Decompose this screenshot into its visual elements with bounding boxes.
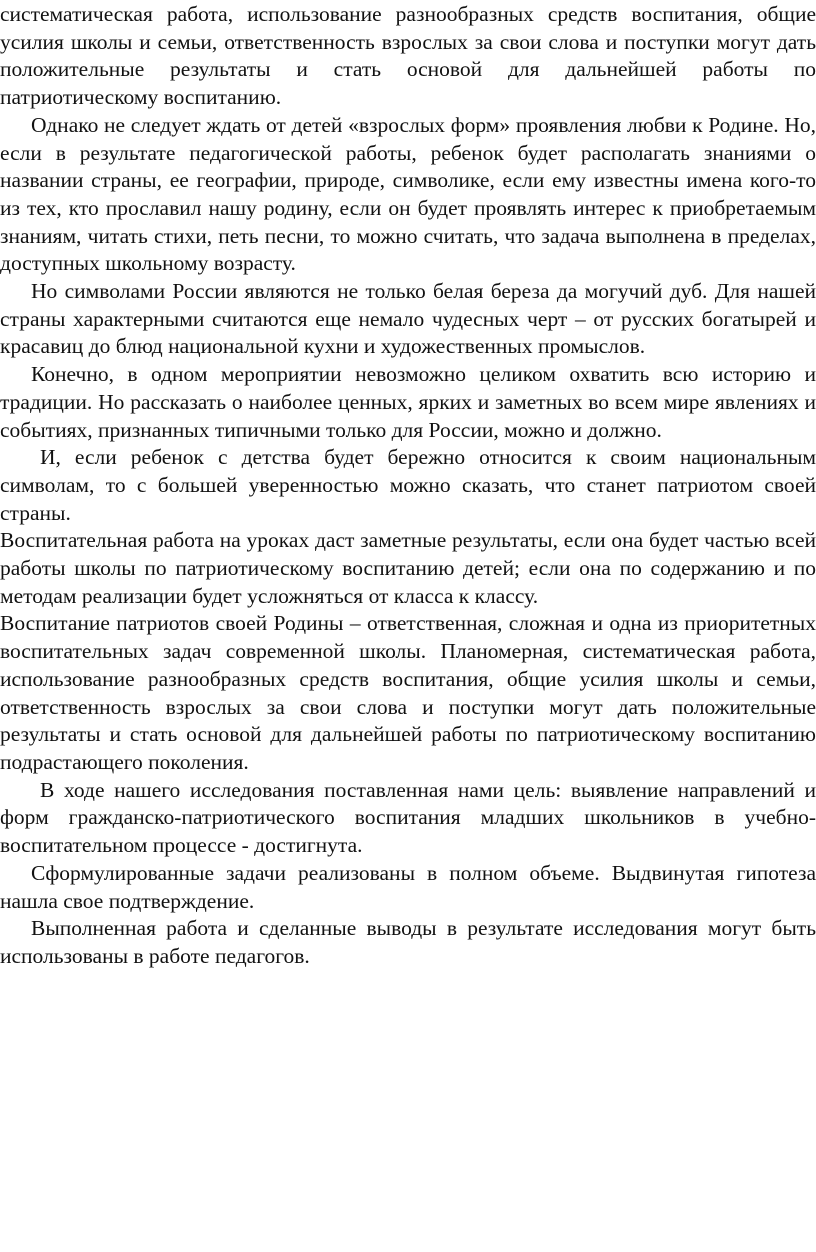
paragraph-6: Воспитательная работа на уроках даст заметные результаты, если она будет частью всей работы школы по патриотическому воспитанию детей; если она по содержанию и по методам реализации будет усложняться от класса к классу. xyxy=(0,528,816,608)
paragraph-3: Но символами России являются не только белая береза да могучий дуб. Для нашей страны характерными считаются еще немало чудесных черт – от русских богатырей и красавиц до блюд национальной кухни и художественных промыслов. xyxy=(0,279,816,359)
paragraph-10: Выполненная работа и сделанные выводы в результате исследования могут быть использованы в работе педагогов. xyxy=(0,916,816,968)
paragraph-4: Конечно, в одном мероприятии невозможно целиком охватить всю историю и традиции. Но рассказать о наиболее ценных, ярких и заметных во всем мире явлениях и событиях, признанных типичными только для России, можно и должно. xyxy=(0,362,816,442)
paragraph-8: В ходе нашего исследования поставленная нами цель: выявление направлений и форм гражданско-патриотического воспитания младших школьников в учебно-воспитательном процессе - достигнута. xyxy=(0,777,816,858)
paragraph-1: систематическая работа, использование разнообразных средств воспитания, общие усилия школы и семьи, ответственность взрослых за свои слова и поступки могут дать положительные результаты и стать основой для дальнейшей работы по патриотическому воспитанию. xyxy=(0,2,816,110)
paragraph-2: Однако не следует ждать от детей «взрослых форм» проявления любви к Родине. Но, если в результате педагогической работы, ребенок будет располагать знаниями о названии страны, ее географии, природе, символике, если ему известны имена кого-то из тех, кто прославил нашу родину, если он будет проявлять интерес к приобретаемым знаниям, читать стихи, петь песни, то можно считать, что задача выполнена в пределах, доступных школьному возрасту. xyxy=(0,112,816,276)
paragraph-9: Сформулированные задачи реализованы в полном объеме. Выдвинутая гипотеза нашла свое подтверждение. xyxy=(0,860,816,913)
paragraph-5: И, если ребенок с детства будет бережно относится к своим национальным символам, то с большей уверенностью можно сказать, что станет патриотом своей страны. xyxy=(0,445,816,525)
paragraph-7: Воспитание патриотов своей Родины – ответственная, сложная и одна из приоритетных воспитательных задач современной школы. Планомерная, систематическая работа, использование разнообразных средств воспитания, общие усилия школы и семьи, ответственность взрослых за свои слова и поступки могут дать положительные результаты и стать основой для дальнейшей работы по патриотическому воспитанию подрастающего поколения. xyxy=(0,611,816,774)
